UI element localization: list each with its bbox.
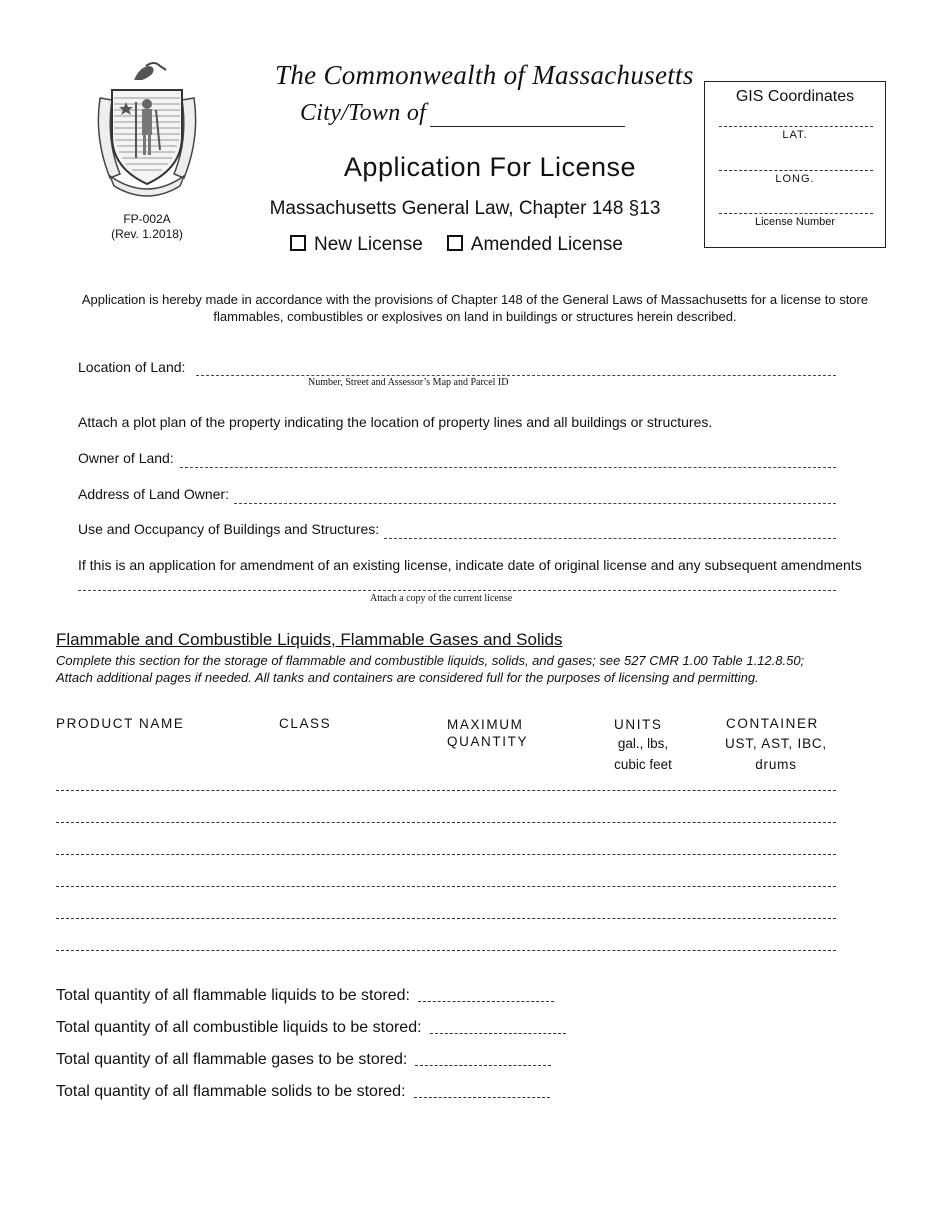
total-flammable-liquids-input-line[interactable] <box>418 1000 554 1002</box>
col-units: UNITS <box>614 717 663 732</box>
new-license-option[interactable] <box>290 234 423 255</box>
lat-label: LAT. <box>782 129 808 141</box>
form-revision: (Rev. 1.2018) <box>111 227 183 241</box>
amendment-hint: Attach a copy of the current license <box>370 593 513 604</box>
total-flammable-gases-input-line[interactable] <box>415 1064 551 1066</box>
col-class: CLASS <box>279 716 332 731</box>
use-occupancy-input-line[interactable] <box>384 538 836 539</box>
col-container: CONTAINER <box>726 716 819 731</box>
city-town-label: City/Town of <box>300 100 427 126</box>
col-units-sub <box>598 733 688 775</box>
lat-input-line[interactable] <box>719 126 873 127</box>
col-max-quantity-1: MAXIMUM <box>447 717 524 732</box>
total-flammable-solids-input-line[interactable] <box>414 1096 550 1098</box>
city-town-field <box>300 100 625 127</box>
amended-license-checkbox[interactable] <box>447 235 463 251</box>
new-license-checkbox[interactable] <box>290 235 306 251</box>
form-number-block <box>92 212 202 242</box>
commonwealth-heading: The Commonwealth of Massachusetts <box>275 60 694 90</box>
location-label: Location of Land: <box>78 359 186 375</box>
location-input-line[interactable] <box>196 375 836 376</box>
amendment-label: If this is an application for amendment of an existing license, indicate date of original license and any subsequent amendments <box>78 557 862 573</box>
owner-input-line[interactable] <box>180 467 836 468</box>
total-flammable-gases-label: Total quantity of all flammable gases to be stored: <box>56 1051 408 1068</box>
total-flammable-solids-label: Total quantity of all flammable solids to be stored: <box>56 1083 406 1100</box>
plot-plan-note: Attach a plot plan of the property indicating the location of property lines and all buildings or structures. <box>78 414 713 430</box>
owner-address-input-line[interactable] <box>234 503 836 504</box>
form-number: FP-002A <box>123 212 171 226</box>
use-occupancy-label: Use and Occupancy of Buildings and Structures: <box>78 521 380 537</box>
total-combustible-liquids-label: Total quantity of all combustible liquids to be stored: <box>56 1019 422 1036</box>
amendment-input-line[interactable] <box>78 590 836 591</box>
product-row-line-5[interactable] <box>56 918 836 919</box>
col-max-quantity-2: QUANTITY <box>447 734 529 749</box>
total-flammable-liquids <box>56 987 554 1005</box>
col-units-sub2: cubic feet <box>614 757 672 772</box>
product-row-line-6[interactable] <box>56 950 836 951</box>
city-town-input-line[interactable] <box>430 106 625 127</box>
product-row-line-2[interactable] <box>56 822 836 823</box>
product-row-line-3[interactable] <box>56 854 836 855</box>
amended-license-label: Amended License <box>470 234 623 255</box>
total-flammable-solids <box>56 1083 550 1101</box>
location-hint: Number, Street and Assessor’s Map and Parcel ID <box>308 377 509 388</box>
product-row-line-1[interactable] <box>56 790 836 791</box>
massachusetts-seal-logo <box>86 58 208 208</box>
section-title: Flammable and Combustible Liquids, Flammable Gases and Solids <box>56 630 563 649</box>
total-flammable-gases <box>56 1051 551 1069</box>
amended-license-option[interactable] <box>447 234 623 255</box>
total-combustible-liquids <box>56 1019 566 1037</box>
section-note <box>56 652 886 686</box>
col-container-sub1: UST, AST, IBC, <box>725 736 827 751</box>
section-note-line1: Complete this section for the storage of flammable and combustible liquids, solids, and gases; see 527 CMR 1.00 Table 1.12.8.50; <box>56 653 805 668</box>
total-combustible-liquids-input-line[interactable] <box>430 1032 566 1034</box>
license-type-options <box>290 234 623 256</box>
license-number-input-line[interactable] <box>719 213 873 214</box>
col-product-name: PRODUCT NAME <box>56 716 185 731</box>
total-flammable-liquids-label: Total quantity of all flammable liquids to be stored: <box>56 987 410 1004</box>
col-container-sub2: drums <box>755 757 797 772</box>
license-number-label: License Number <box>754 216 836 228</box>
long-label: LONG. <box>775 173 815 185</box>
gis-title: GIS Coordinates <box>735 88 855 105</box>
owner-address-label: Address of Land Owner: <box>78 486 229 502</box>
col-container-sub <box>712 733 840 775</box>
owner-label: Owner of Land: <box>78 450 174 466</box>
long-input-line[interactable] <box>719 170 873 171</box>
intro-paragraph: Application is hereby made in accordance with the provisions of Chapter 148 of the General Laws of Massachusetts for a license to store flammables, combustibles or explosives on land in buildings or structures herein described. <box>81 292 869 324</box>
product-row-line-4[interactable] <box>56 886 836 887</box>
col-units-sub1: gal., lbs, <box>617 736 669 751</box>
new-license-label: New License <box>314 234 423 255</box>
law-reference: Massachusetts General Law, Chapter 148 §13 <box>269 198 661 219</box>
page-title: Application For License <box>343 152 637 182</box>
gis-coordinates-box <box>704 81 886 248</box>
col-max-quantity <box>447 716 528 750</box>
section-note-line2: Attach additional pages if needed. All tanks and containers are considered full for the purposes of licensing and permitting. <box>56 670 759 685</box>
